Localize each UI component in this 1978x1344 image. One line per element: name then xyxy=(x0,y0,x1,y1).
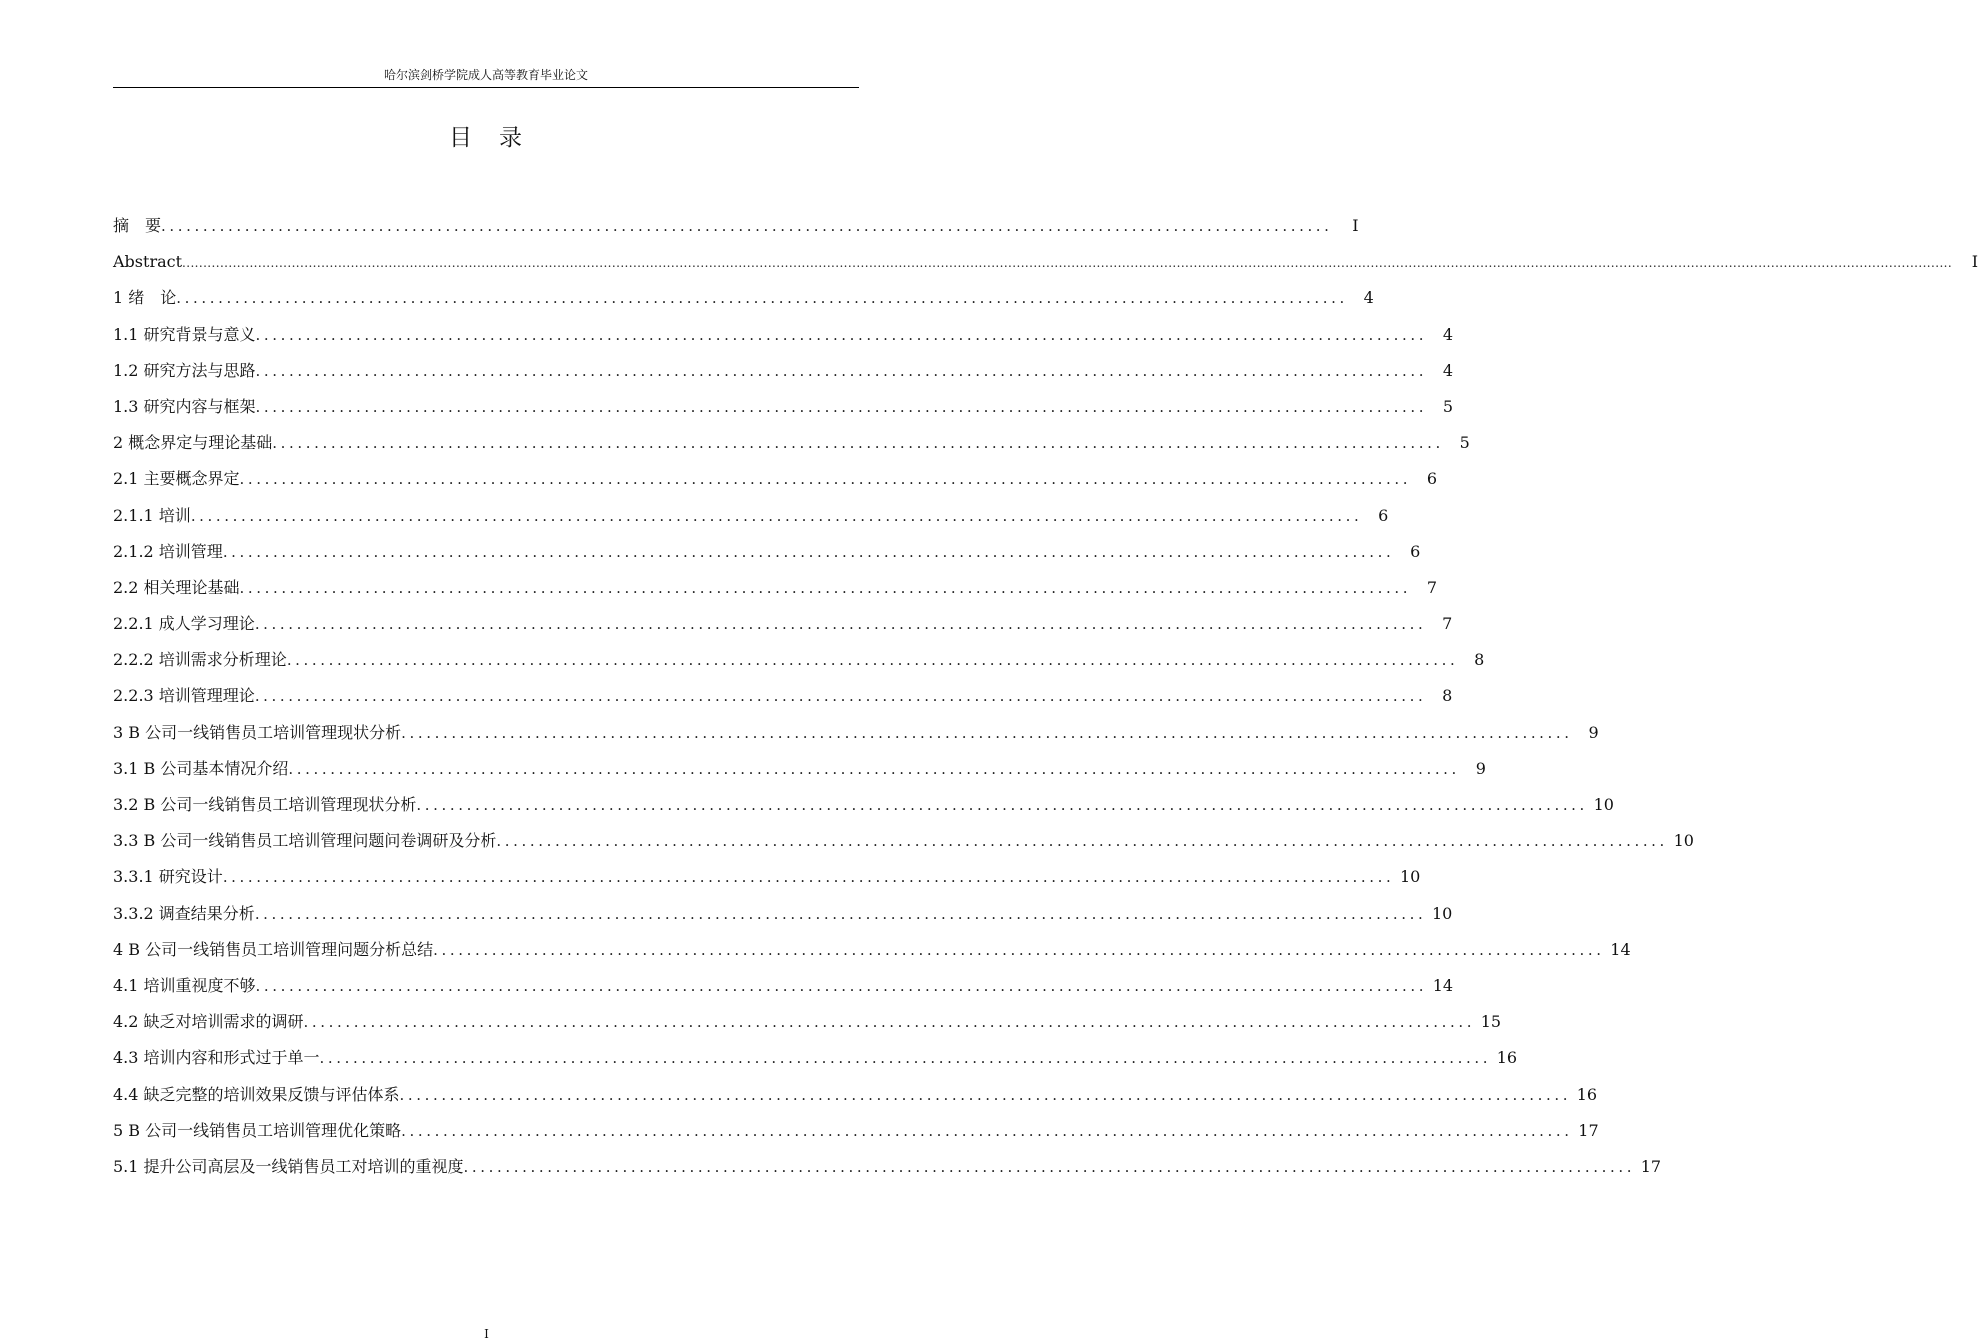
toc-entry[interactable] xyxy=(113,317,1454,353)
toc-dot-leader: ............................................................................................................................................ xyxy=(254,687,1427,706)
toc-entry-label: 摘 要 xyxy=(113,216,162,235)
toc-entry[interactable] xyxy=(113,534,1421,570)
page-header-text: 哈尔滨剑桥学院成人高等教育毕业论文 xyxy=(383,68,588,82)
toc-entry-page: 4 xyxy=(1442,360,1454,380)
toc-entry-label: 2.2 相关理论基础 xyxy=(113,577,240,597)
toc-entry-label: 3.1 B 公司基本情况介绍 xyxy=(113,758,289,778)
toc-entry-page: I xyxy=(1352,216,1359,235)
toc-entry[interactable] xyxy=(113,751,1486,787)
toc-entry[interactable] xyxy=(113,244,1978,280)
toc-entry-label: 3.2 B 公司一线销售员工培训管理现状分析 xyxy=(113,795,417,814)
toc-dot-leader: ............................................................................................................................................ xyxy=(496,832,1668,851)
toc-entry-page: 9 xyxy=(1475,758,1486,778)
toc-dot-leader: ............................................................................................................................................ xyxy=(239,470,1412,489)
toc-entry-page: 6 xyxy=(1426,469,1438,489)
toc-dot-leader: ............................................................................................................................................ xyxy=(433,940,1605,959)
toc-entry-page: 6 xyxy=(1410,541,1421,561)
toc-entry-page: 10 xyxy=(1399,867,1421,887)
toc-entry-page: 4 xyxy=(1442,324,1454,344)
toc-entry-page: 4 xyxy=(1363,288,1374,308)
toc-entry-label: 1 绪 论 xyxy=(113,288,177,308)
toc-dot-leader: ............................................................................................................................................ xyxy=(463,1157,1636,1176)
toc-entry[interactable] xyxy=(113,859,1421,895)
toc-entry[interactable] xyxy=(113,1149,1662,1185)
toc-entry[interactable] xyxy=(113,1004,1502,1040)
toc-entry-label: 2.1 主要概念界定 xyxy=(113,469,240,489)
toc-entry[interactable] xyxy=(113,678,1453,714)
toc-entry-page: I xyxy=(1971,252,1978,272)
toc-entry[interactable] xyxy=(113,787,1614,823)
toc-entry-label: 2.2.3 培训管理理论 xyxy=(113,686,255,706)
toc-entry-page: 14 xyxy=(1610,939,1631,959)
toc-dot-leader: ............................................................................................................................................ xyxy=(239,578,1412,597)
toc-entry-label: 4.1 培训重视度不够 xyxy=(113,975,256,995)
toc-entry[interactable] xyxy=(113,353,1454,389)
toc-entry-label: 3.3.2 调查结果分析 xyxy=(113,903,255,923)
toc-entry-page: 16 xyxy=(1576,1084,1598,1104)
toc-entry-label: 4 B 公司一线销售员工培训管理问题分析总结 xyxy=(113,939,434,959)
table-of-contents xyxy=(113,208,1978,1185)
toc-entry[interactable] xyxy=(113,280,1374,316)
toc-dot-leader: ............................................................................................................................................ xyxy=(401,1121,1573,1140)
toc-entry-page: 8 xyxy=(1442,686,1453,706)
toc-entry-page: 10 xyxy=(1431,903,1453,923)
toc-entry[interactable] xyxy=(113,968,1454,1004)
toc-entry-page: 5 xyxy=(1442,396,1454,416)
toc-dot-leader: .................................................................................................................................................................................................................................................................................................................................................................................................................................... xyxy=(182,256,1953,271)
toc-dot-leader: ............................................................................................................................................ xyxy=(288,759,1460,778)
toc-entry[interactable] xyxy=(113,932,1631,968)
toc-entry[interactable] xyxy=(113,461,1438,497)
toc-dot-leader: ............................................................................................................................................ xyxy=(222,868,1395,887)
toc-entry[interactable] xyxy=(113,642,1485,678)
toc-entry-label: 5.1 提升公司高层及一线销售员工对培训的重视度 xyxy=(113,1156,464,1176)
toc-entry-page: 15 xyxy=(1480,1012,1502,1032)
toc-entry-label: 1.1 研究背景与意义 xyxy=(113,324,256,344)
toc-entry-page: 9 xyxy=(1588,722,1599,742)
page-header xyxy=(113,67,859,88)
toc-entry-label: Abstract xyxy=(113,252,183,272)
toc-dot-leader: ............................................................................................................................................ xyxy=(272,434,1444,453)
page-title: 目 录 xyxy=(449,125,524,151)
toc-dot-leader: ............................................................................................................................................ xyxy=(401,723,1573,742)
toc-entry-label: 4.3 培训内容和形式过于单一 xyxy=(113,1048,320,1068)
toc-entry-page: 7 xyxy=(1426,577,1438,597)
toc-entry[interactable] xyxy=(113,715,1599,751)
toc-entry-label: 5 B 公司一线销售员工培训管理优化策略 xyxy=(113,1120,402,1140)
toc-entry-label: 2.1.2 培训管理 xyxy=(113,541,223,561)
toc-entry-label: 1.2 研究方法与思路 xyxy=(113,360,256,380)
toc-dot-leader: ............................................................................................................................................ xyxy=(161,217,1333,235)
toc-dot-leader: ............................................................................................................................................ xyxy=(255,976,1428,995)
toc-dot-leader: ............................................................................................................................................ xyxy=(254,904,1427,923)
toc-entry[interactable] xyxy=(113,1077,1598,1113)
toc-entry-page: 6 xyxy=(1378,505,1389,525)
toc-entry[interactable] xyxy=(113,208,1359,244)
toc-entry-label: 2.2.1 成人学习理论 xyxy=(113,614,255,634)
toc-entry-label: 3.3 B 公司一线销售员工培训管理问题问卷调研及分析 xyxy=(113,831,497,851)
toc-entry[interactable] xyxy=(113,1113,1599,1149)
toc-entry-label: 2.1.1 培训 xyxy=(113,505,191,525)
toc-entry-page: 8 xyxy=(1474,650,1485,670)
toc-dot-leader: ............................................................................................................................................ xyxy=(303,1013,1476,1032)
toc-entry[interactable] xyxy=(113,425,1470,461)
toc-entry[interactable] xyxy=(113,606,1453,642)
toc-entry[interactable] xyxy=(113,498,1389,534)
toc-dot-leader: ............................................................................................................................................ xyxy=(255,361,1428,380)
toc-entry[interactable] xyxy=(113,570,1438,606)
toc-dot-leader: ............................................................................................................................................ xyxy=(399,1085,1572,1104)
toc-dot-leader: ............................................................................................................................................ xyxy=(222,542,1395,561)
toc-entry-page: 5 xyxy=(1459,433,1470,453)
toc-entry-page: 10 xyxy=(1673,831,1694,851)
toc-entry-label: 2.2.2 培训需求分析理论 xyxy=(113,650,287,670)
page-number: I xyxy=(484,1327,489,1341)
toc-dot-leader: ............................................................................................................................................ xyxy=(176,289,1348,308)
toc-entry[interactable] xyxy=(113,896,1453,932)
toc-entry-page: 7 xyxy=(1442,614,1453,634)
toc-entry-label: 3 B 公司一线销售员工培训管理现状分析 xyxy=(113,722,402,742)
toc-entry-label: 1.3 研究内容与框架 xyxy=(113,396,256,416)
toc-dot-leader: ............................................................................................................................................ xyxy=(190,506,1363,525)
toc-entry-label: 2 概念界定与理论基础 xyxy=(113,433,273,453)
toc-dot-leader: ............................................................................................................................................ xyxy=(255,397,1428,416)
toc-entry-page: 10 xyxy=(1593,795,1614,814)
toc-entry[interactable] xyxy=(113,389,1454,425)
toc-entry-page: 14 xyxy=(1432,975,1454,995)
toc-entry-page: 17 xyxy=(1640,1156,1662,1176)
toc-dot-leader: ............................................................................................................................................ xyxy=(254,615,1427,634)
toc-dot-leader: ............................................................................................................................................ xyxy=(255,325,1428,344)
toc-entry-label: 4.4 缺乏完整的培训效果反馈与评估体系 xyxy=(113,1084,400,1104)
toc-entry-page: 17 xyxy=(1578,1120,1599,1140)
toc-entry-label: 3.3.1 研究设计 xyxy=(113,867,223,887)
toc-entry-label: 4.2 缺乏对培训需求的调研 xyxy=(113,1012,304,1032)
toc-entry[interactable] xyxy=(113,1040,1518,1076)
toc-dot-leader: ............................................................................................................................................ xyxy=(286,651,1459,670)
toc-dot-leader: ............................................................................................................................................ xyxy=(319,1049,1492,1068)
toc-dot-leader: ............................................................................................................................................ xyxy=(416,796,1588,814)
toc-entry-page: 16 xyxy=(1496,1048,1518,1068)
toc-entry[interactable] xyxy=(113,823,1694,859)
